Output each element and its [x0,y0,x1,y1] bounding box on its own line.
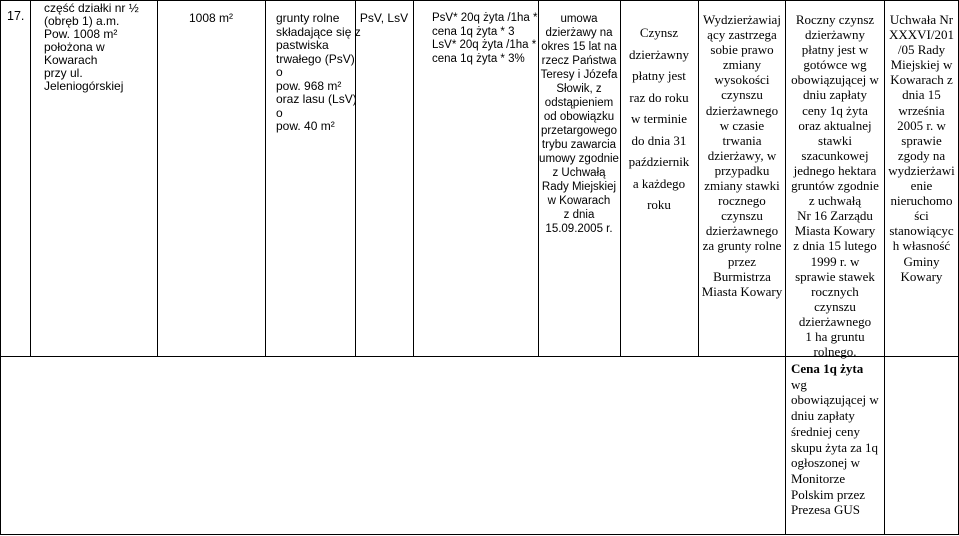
cell-location: część działki nr ½ (obręb 1) a.m. Pow. 1008 m² położona w Kowarach przy ul. Jeleniogórskiej [44,1,139,93]
note-cell [791,361,883,518]
note-body: wg obowiązującej w dniu zapłaty średniej ceny skupu żyta za 1q ogłoszonej w Monitorze Polskim przez Prezesa GUS [791,376,879,518]
col-border-5 [413,0,414,357]
cell-land-type: grunty rolne składające się z pastwiska trwałego (PsV) o pow. 968 m² oraz lasu (LsV) o pow. 40 m² [276,11,361,133]
col-border-3 [265,0,266,357]
cell-reservation: Wydzierżawiaj ący zastrzega sobie prawo zmiany wysokości czynszu dzierżawnego w czasie trwania dzierżawy, w przypadku zmiany stawki rocznego czynszu dzierżawnego za grunty rolne przez Burmistrza Miasta Kowary [701,12,783,299]
cell-annual-rent: Roczny czynsz dzierżawny płatny jest w gotówce wg obowiązującej w dniu zapłaty ceny 1q żyta oraz aktualnej stawki szacunkowej jednego hektara gruntów zgodnie z uchwałą Nr 16 Zarządu Miasta Kowary z dnia 15 lutego 1999 r. w sprawie stawek rocznych czynszu dzierżawnego 1 ha gruntu rolnego. [791,12,879,360]
col-border-2 [157,0,158,357]
cell-contract: umowa dzierżawy na okres 15 lat na rzecz Państwa Teresy i Józefa Słowik, z odstąpieniem od obowiązku przetargowego trybu zawarcia umowy zgodnie z Uchwałą Rady Miejskiej w Kowarach z dnia 15.09.2005 r. [539,13,619,235]
cell-resolution: Uchwała Nr XXXVI/201 /05 Rady Miejskiej w Kowarach z dnia 15 września 2005 r. w sprawie zgody na wydzierżawi enie nieruchomo ści stanowiącyc h własność Gminy Kowary [888,12,955,284]
cell-area: 1008 m² [188,11,234,25]
col-border-1 [30,0,31,357]
cell-payment: Czynsz dzierżawny płatny jest raz do roku w terminie do dnia 31 październik a każdego roku [628,25,690,212]
cell-lp: 17. [7,9,25,23]
table-bottom-border [0,534,959,535]
note-title: Cena 1q żyta [791,361,864,376]
table-top-border [0,0,959,1]
cell-rates: PsV* 20q żyta /1ha * cena 1q żyta * 3 LsV* 20q żyta /1ha * cena 1q żyta * 3% [432,12,538,65]
cell-land-class: PsV, LsV [359,11,409,25]
col-border-0 [0,0,1,535]
